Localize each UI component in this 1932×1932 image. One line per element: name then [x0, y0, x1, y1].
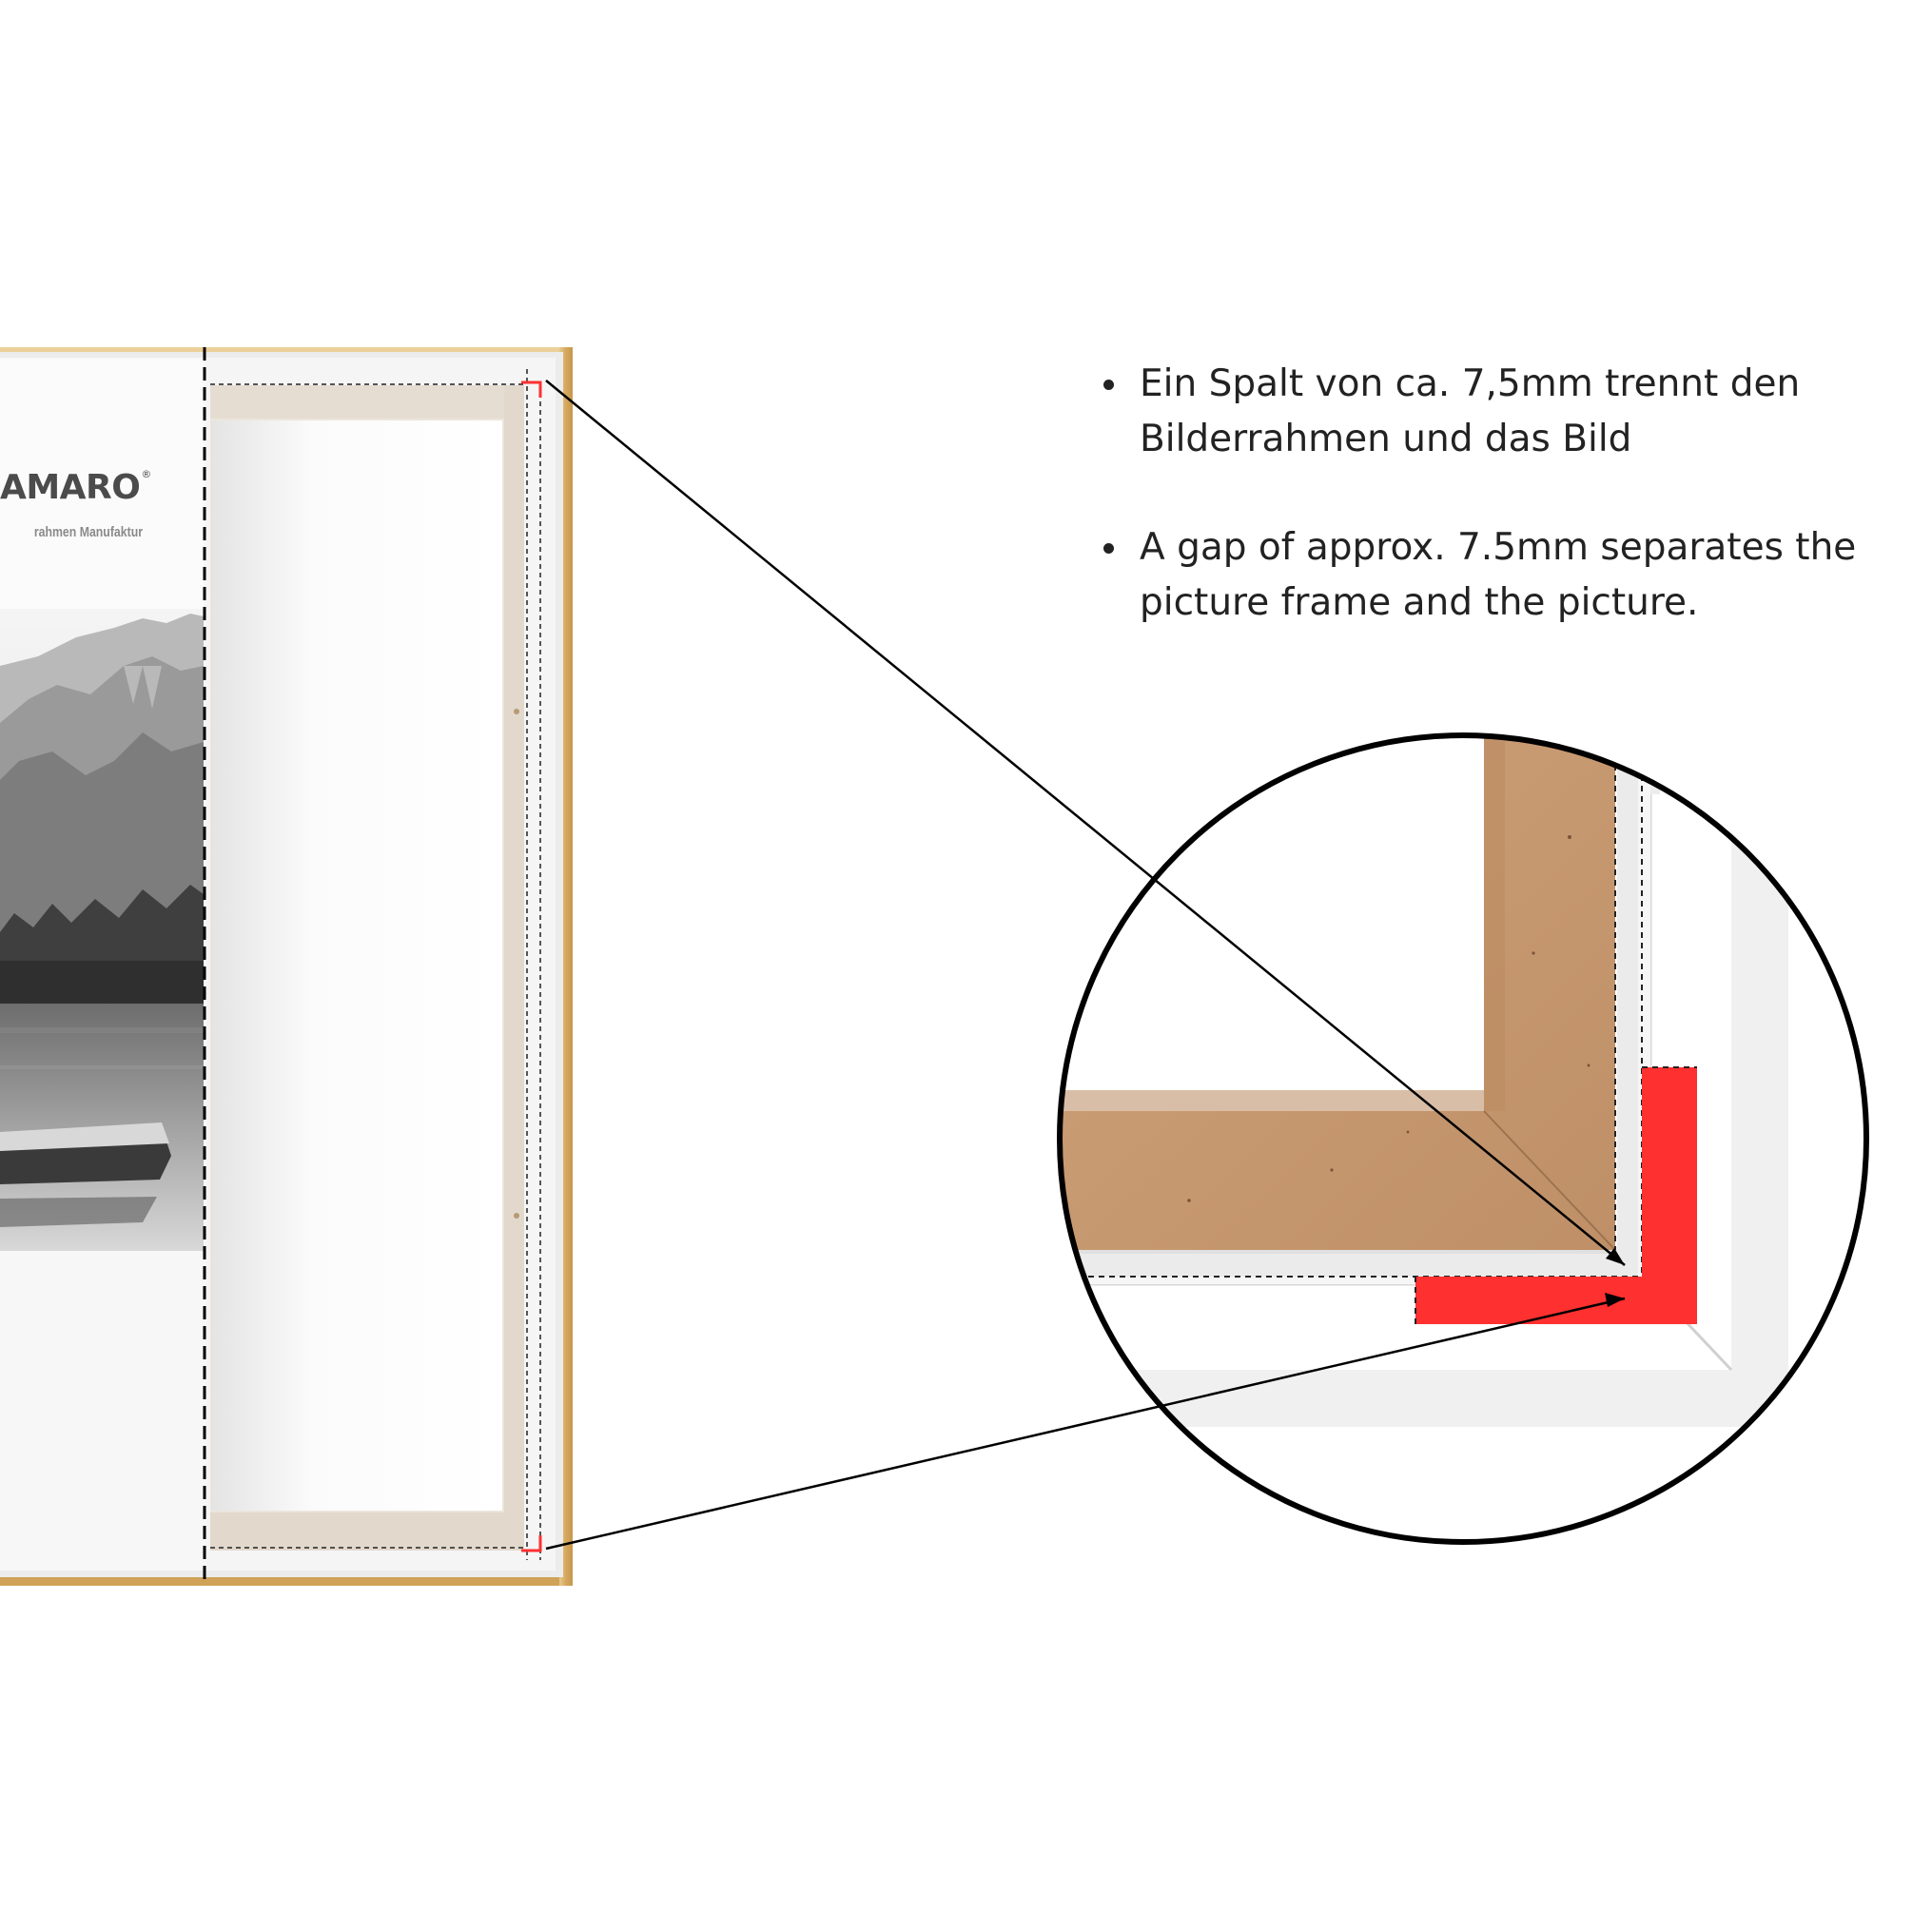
bullet-icon [1103, 543, 1114, 554]
brand-logo: AMARO® [0, 468, 151, 507]
bullet-icon [1103, 380, 1114, 390]
frame-back [206, 358, 556, 1571]
explanation-notes [1103, 357, 1922, 684]
note-english [1103, 520, 1922, 631]
note-text: Ein Spalt von ca. 7,5mm trennt den Bilderrahmen und das Bild [1140, 362, 1801, 460]
zoom-detail [1046, 723, 1883, 1560]
note-german [1103, 357, 1922, 467]
brand-tagline: rahmen Manufaktur [33, 524, 143, 540]
note-text: A gap of approx. 7.5mm separates the picture frame and the picture. [1140, 526, 1857, 624]
